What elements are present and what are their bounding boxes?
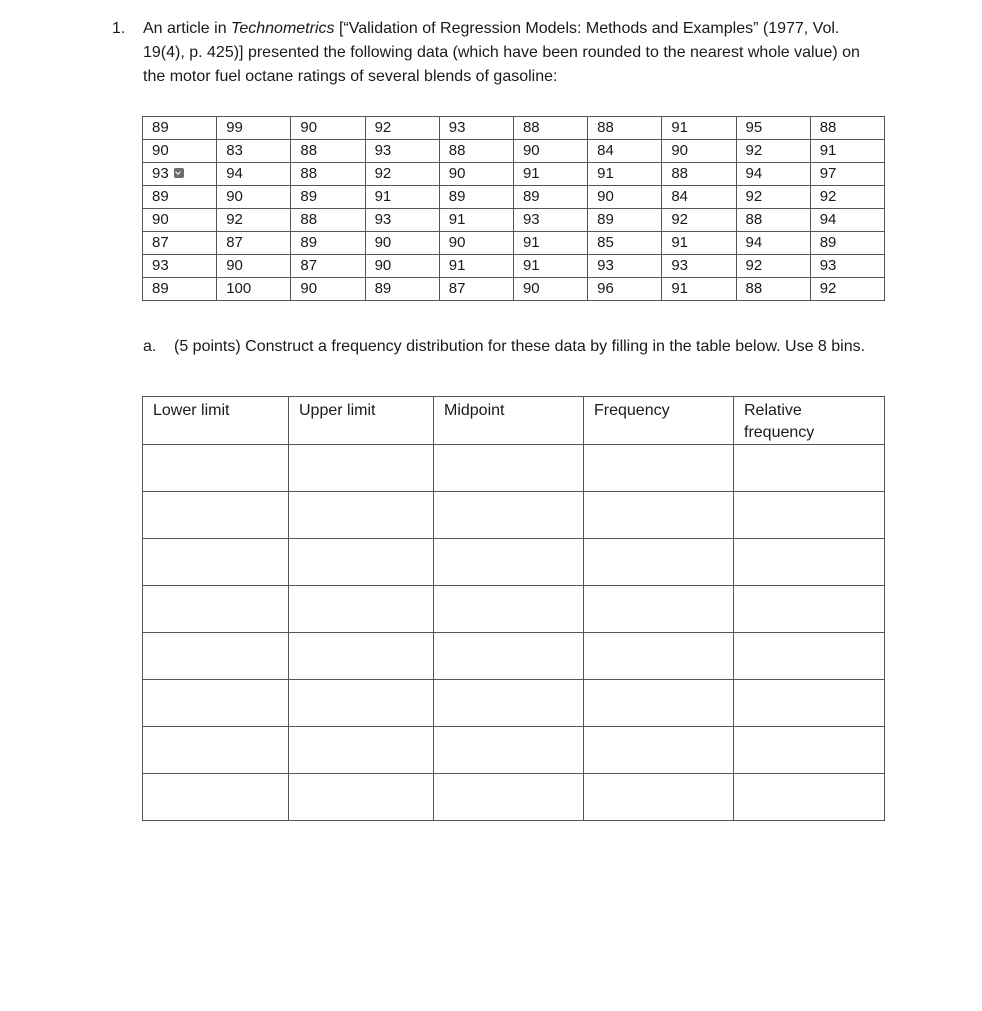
header-upper-limit: Upper limit [289,397,434,445]
octane-value: 90 [226,257,243,274]
octane-value: 94 [745,234,763,251]
relative-frequency-cell[interactable] [734,680,885,727]
upper-limit-cell[interactable] [289,774,434,821]
octane-value: 87 [300,257,318,274]
octane-value: 88 [671,165,689,182]
relative-frequency-cell[interactable] [734,586,885,633]
frequency-cell[interactable] [584,680,734,727]
octane-row [143,186,885,209]
octane-value: 92 [671,211,689,228]
octane-value: 89 [300,188,318,205]
lower-limit-cell[interactable] [143,633,289,680]
frequency-row [143,633,885,680]
octane-cell [439,232,513,255]
octane-value: 93 [152,257,169,274]
octane-cell [291,232,365,255]
octane-cell [513,117,587,140]
octane-value: 96 [597,280,614,297]
octane-value: 92 [374,165,392,182]
frequency-body [143,445,885,821]
upper-limit-cell[interactable] [289,586,434,633]
relative-frequency-cell[interactable] [734,727,885,774]
octane-value: 91 [448,211,466,228]
octane-cell [217,255,291,278]
frequency-cell[interactable] [584,586,734,633]
octane-cell [143,117,217,140]
octane-value: 93 [152,165,169,182]
octane-cell [588,117,662,140]
octane-cell [217,278,291,301]
octane-value: 93 [522,211,540,228]
part-a-text: (5 points) Construct a frequency distribution for these data by filling in the table below. Use 8 bins. [174,338,866,355]
header-relative-frequency: Relative frequency [734,397,885,445]
upper-limit-cell[interactable] [289,445,434,492]
octane-value: 90 [597,188,614,205]
midpoint-cell[interactable] [434,492,584,539]
octane-cell [736,186,810,209]
upper-limit-cell[interactable] [289,727,434,774]
octane-cell [143,186,217,209]
octane-cell [810,186,884,209]
octane-value: 89 [152,188,169,205]
octane-cell [736,278,810,301]
octane-cell [513,186,587,209]
octane-cell [365,278,439,301]
octane-cell [217,209,291,232]
octane-value: 89 [448,188,466,205]
octane-cell [365,255,439,278]
octane-cell [365,186,439,209]
journal-name: Technometrics [231,20,335,37]
octane-cell [588,232,662,255]
octane-cell [736,232,810,255]
octane-cell [143,255,217,278]
octane-cell [365,232,439,255]
octane-value: 93 [671,257,689,274]
octane-value: 91 [522,257,540,274]
lower-limit-cell[interactable] [143,492,289,539]
octane-value: 89 [597,211,614,228]
octane-cell [662,117,736,140]
frequency-row [143,539,885,586]
octane-value: 89 [152,119,169,136]
octane-value: 91 [671,234,689,251]
midpoint-cell[interactable] [434,586,584,633]
octane-cell [439,255,513,278]
octane-value: 90 [448,165,466,182]
octane-value: 91 [522,165,540,182]
octane-value: 89 [819,234,837,251]
octane-value: 87 [448,280,466,297]
octane-cell [513,209,587,232]
octane-cell [439,163,513,186]
octane-cell [736,209,810,232]
octane-cell [588,255,662,278]
octane-value: 87 [226,234,243,251]
octane-value: 93 [448,119,466,136]
frequency-row [143,774,885,821]
octane-cell [143,278,217,301]
octane-cell [439,209,513,232]
octane-value: 90 [152,211,169,228]
octane-cell [439,117,513,140]
octane-cell [291,163,365,186]
question-number: 1. [112,20,126,37]
header-midpoint: Midpoint [434,397,584,445]
octane-row [143,163,885,186]
header-lower-limit: Lower limit [143,397,289,445]
octane-cell [662,232,736,255]
octane-cell [365,140,439,163]
octane-cell [217,117,291,140]
octane-cell [143,232,217,255]
octane-value: 88 [745,280,763,297]
octane-row [143,278,885,301]
upper-limit-cell[interactable] [289,539,434,586]
octane-cell [662,209,736,232]
octane-value: 88 [597,119,614,136]
relative-frequency-cell[interactable] [734,774,885,821]
midpoint-cell[interactable] [434,539,584,586]
frequency-cell[interactable] [584,727,734,774]
octane-value: 88 [300,165,318,182]
octane-cell [662,278,736,301]
part-a [143,335,883,359]
question-text [143,17,872,89]
octane-value: 90 [374,234,392,251]
midpoint-cell[interactable] [434,774,584,821]
octane-cell [439,278,513,301]
octane-value: 88 [522,119,540,136]
octane-cell [291,186,365,209]
octane-cell [810,278,884,301]
octane-value: 95 [745,119,763,136]
octane-row [143,117,885,140]
octane-value: 91 [597,165,614,182]
octane-value: 93 [374,211,392,228]
octane-cell [736,140,810,163]
frequency-cell[interactable] [584,445,734,492]
octane-value: 93 [819,257,837,274]
dropdown-chevron-icon[interactable] [174,168,184,178]
lower-limit-cell[interactable] [143,445,289,492]
octane-value: 93 [374,142,392,159]
octane-cell [662,186,736,209]
octane-value: 84 [671,188,689,205]
frequency-row [143,680,885,727]
octane-cell [513,163,587,186]
octane-value: 89 [300,234,318,251]
octane-cell [217,186,291,209]
upper-limit-cell[interactable] [289,492,434,539]
octane-cell [810,140,884,163]
octane-cell [513,140,587,163]
frequency-row [143,727,885,774]
octane-cell [365,209,439,232]
octane-row [143,255,885,278]
octane-value: 90 [671,142,689,159]
octane-value: 83 [226,142,243,159]
lower-limit-cell[interactable] [143,727,289,774]
lower-limit-cell[interactable] [143,586,289,633]
octane-cell [291,278,365,301]
lower-limit-cell[interactable] [143,539,289,586]
octane-value: 94 [745,165,763,182]
octane-cell [143,209,217,232]
midpoint-cell[interactable] [434,680,584,727]
octane-cell [588,278,662,301]
octane-cell [217,140,291,163]
octane-cell [736,117,810,140]
octane-value: 88 [819,119,837,136]
frequency-table [142,396,885,821]
octane-value: 88 [300,211,318,228]
octane-cell [513,255,587,278]
octane-value: 87 [152,234,169,251]
frequency-cell[interactable] [584,492,734,539]
lower-limit-cell[interactable] [143,774,289,821]
octane-cell [365,163,439,186]
octane-data-body [143,117,885,301]
octane-value: 88 [300,142,318,159]
octane-cell [662,140,736,163]
octane-cell [291,255,365,278]
octane-cell [736,255,810,278]
octane-value: 92 [745,188,763,205]
octane-cell [513,232,587,255]
octane-value: 88 [448,142,466,159]
octane-data-table [142,116,885,301]
question-1 [112,17,872,89]
octane-value: 100 [226,280,252,297]
octane-value: 91 [448,257,466,274]
octane-cell [365,117,439,140]
octane-value: 90 [522,142,540,159]
octane-value: 99 [226,119,243,136]
part-a-letter: a. [143,338,157,355]
octane-value: 90 [374,257,392,274]
frequency-row [143,586,885,633]
octane-value: 94 [819,211,837,228]
frequency-cell[interactable] [584,539,734,586]
relative-frequency-cell[interactable] [734,492,885,539]
octane-cell [810,163,884,186]
octane-cell [810,255,884,278]
octane-value: 92 [745,142,763,159]
octane-value: 89 [152,280,169,297]
octane-value: 91 [819,142,837,159]
octane-value: 85 [597,234,614,251]
octane-cell [736,163,810,186]
frequency-cell[interactable] [584,774,734,821]
midpoint-cell[interactable] [434,727,584,774]
octane-cell [810,117,884,140]
question-text-before: An article in [143,20,232,37]
octane-cell [439,186,513,209]
octane-value: 92 [226,211,243,228]
octane-value: 92 [374,119,392,136]
octane-value: 91 [522,234,540,251]
octane-value: 91 [671,280,689,297]
octane-cell [217,232,291,255]
octane-cell [291,140,365,163]
frequency-header-row [143,397,885,445]
relative-frequency-cell[interactable] [734,445,885,492]
octane-value: 93 [597,257,614,274]
octane-value: 84 [597,142,614,159]
octane-cell [143,163,217,186]
octane-row [143,140,885,163]
octane-cell [513,278,587,301]
octane-cell [662,163,736,186]
octane-value: 89 [522,188,540,205]
octane-cell [291,209,365,232]
upper-limit-cell[interactable] [289,633,434,680]
octane-value: 90 [522,280,540,297]
question-text-after: [“Validation of Regression Models: Methods and Examples” (1977, Vol. 19(4), p. 425)] presented the following data (which have been rounded to the nearest whole value) on the motor fuel octane ratings of several blends of gasoline: [143,20,860,85]
octane-value: 92 [819,280,837,297]
octane-value: 94 [226,165,243,182]
octane-value: 91 [671,119,689,136]
frequency-row [143,445,885,492]
lower-limit-cell[interactable] [143,680,289,727]
octane-cell [588,209,662,232]
octane-cell [588,186,662,209]
octane-row [143,209,885,232]
octane-value: 89 [374,280,392,297]
midpoint-cell[interactable] [434,633,584,680]
octane-cell [662,255,736,278]
octane-value: 90 [226,188,243,205]
frequency-cell[interactable] [584,633,734,680]
octane-value: 88 [745,211,763,228]
octane-value: 90 [300,119,318,136]
octane-value: 90 [448,234,466,251]
octane-cell [588,140,662,163]
header-frequency: Frequency [584,397,734,445]
octane-value: 90 [300,280,318,297]
octane-value: 92 [819,188,837,205]
octane-cell [588,163,662,186]
octane-cell [217,163,291,186]
octane-cell [439,140,513,163]
midpoint-cell[interactable] [434,445,584,492]
octane-cell [810,209,884,232]
relative-frequency-cell[interactable] [734,633,885,680]
octane-cell [810,232,884,255]
octane-cell [143,140,217,163]
octane-row [143,232,885,255]
octane-value: 92 [745,257,763,274]
octane-cell [291,117,365,140]
octane-value: 97 [819,165,837,182]
frequency-row [143,492,885,539]
upper-limit-cell[interactable] [289,680,434,727]
octane-value: 91 [374,188,392,205]
relative-frequency-cell[interactable] [734,539,885,586]
octane-value: 90 [152,142,169,159]
